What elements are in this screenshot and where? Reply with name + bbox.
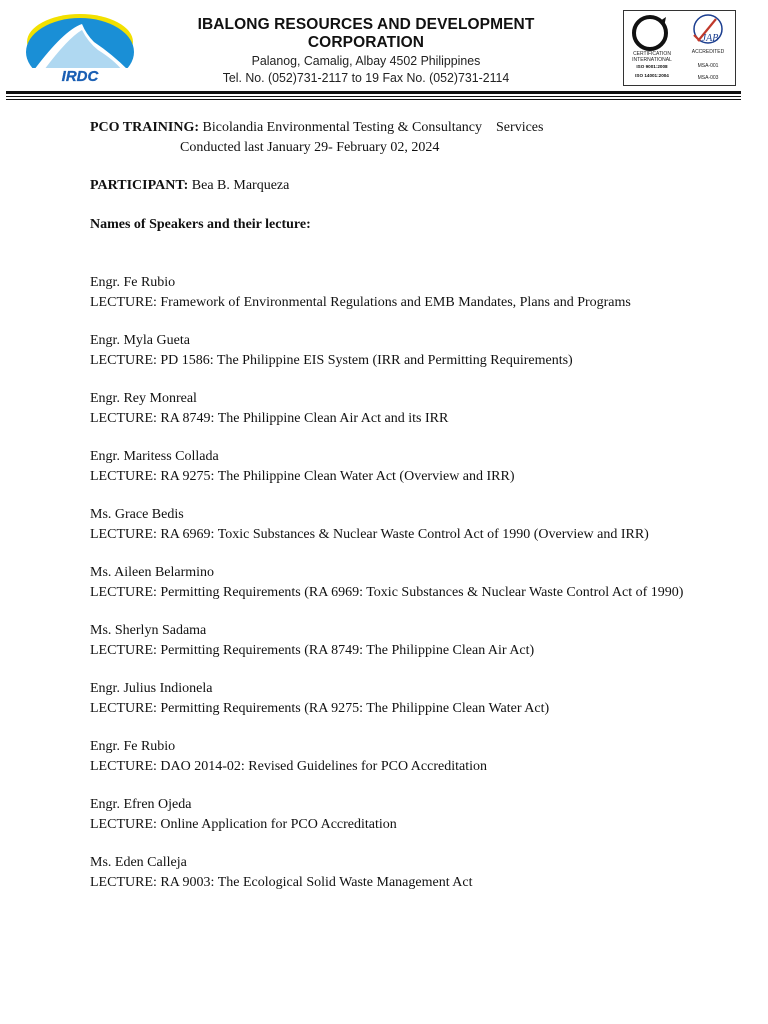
speaker-name: Engr. Myla Gueta (90, 333, 190, 348)
speaker-lecture: LECTURE: Permitting Requirements (RA 8749: The Philippine Clean Air Act) (90, 642, 535, 658)
training-line (90, 118, 690, 138)
speaker-entry (90, 505, 690, 544)
letterhead-header (140, 16, 592, 86)
document-body (90, 118, 690, 911)
organization-name: IBALONG RESOURCES AND DEVELOPMENT CORPORATION (197, 16, 535, 51)
jab-label: JAB (701, 33, 719, 44)
certification-seal-icon (624, 11, 735, 85)
jab-line-2: MSA-001 (697, 63, 719, 69)
speaker-name: Engr. Rey Monreal (90, 391, 197, 406)
training-provider: Bicolandia Environmental Testing & Consultancy Services (202, 120, 544, 135)
training-label: PCO TRAINING: (90, 120, 200, 135)
participant-line (90, 176, 690, 196)
speaker-lecture: LECTURE: Online Application for PCO Accreditation (90, 816, 397, 832)
jab-line-1: ACCREDITED (691, 49, 725, 55)
speaker-entry (90, 447, 690, 486)
speaker-name: Engr. Maritess Collada (90, 449, 219, 464)
speaker-entry (90, 679, 690, 718)
company-logo (24, 12, 136, 84)
speaker-entry (90, 737, 690, 776)
speaker-lecture: LECTURE: RA 9003: The Ecological Solid Waste Management Act (90, 874, 473, 890)
speaker-name: Ms. Aileen Belarmino (90, 565, 215, 580)
speaker-lecture: LECTURE: Permitting Requirements (RA 6969: Toxic Substances & Nuclear Waste Control Act of 1990) (90, 584, 684, 600)
speaker-name: Ms. Sherlyn Sadama (90, 623, 207, 638)
speaker-entry (90, 621, 690, 660)
speaker-entry (90, 331, 690, 370)
header-divider-thick (6, 91, 741, 94)
speaker-name: Engr. Fe Rubio (90, 739, 176, 754)
speaker-lecture: LECTURE: RA 6969: Toxic Substances & Nuclear Waste Control Act of 1990 (Overview and IRR) (90, 526, 649, 542)
speaker-name: Engr. Julius Indionela (90, 681, 213, 696)
header-divider-thin (6, 96, 741, 97)
cert-line-2: INTERNATIONAL (632, 57, 672, 63)
speaker-entry (90, 273, 690, 312)
speaker-lecture: LECTURE: RA 9275: The Philippine Clean Water Act (Overview and IRR) (90, 468, 515, 484)
header-divider-thin-2 (6, 99, 741, 100)
speaker-entry (90, 795, 690, 834)
irdc-logo-icon (24, 12, 136, 84)
speakers-heading: Names of Speakers and their lecture: (90, 216, 311, 232)
organization-contact: Tel. No. (052)731-2117 to 19 Fax No. (052)731-2114 (222, 70, 510, 85)
speaker-name: Engr. Efren Ojeda (90, 797, 192, 812)
speaker-lecture: LECTURE: Framework of Environmental Regulations and EMB Mandates, Plans and Programs (90, 294, 631, 310)
cert-line-1: CERTIFICATION (633, 51, 671, 57)
speaker-name: Engr. Fe Rubio (90, 275, 176, 290)
training-dates: Conducted last January 29- February 02, 2024 (180, 139, 440, 155)
participant-name: Bea B. Marqueza (191, 178, 290, 193)
cert-line-3: ISO 9001:2008 (636, 64, 668, 69)
speaker-lecture: LECTURE: Permitting Requirements (RA 9275: The Philippine Clean Water Act) (90, 700, 550, 716)
cert-line-4: ISO 14001:2004 (635, 73, 669, 78)
speaker-lecture: LECTURE: DAO 2014-02: Revised Guidelines for PCO Accreditation (90, 758, 487, 774)
jab-line-3: MSA-003 (697, 75, 719, 81)
certification-badges (623, 10, 736, 86)
participant-label: PARTICIPANT: (90, 178, 189, 193)
speaker-lecture: LECTURE: PD 1586: The Philippine EIS System (IRR and Permitting Requirements) (90, 352, 573, 368)
speaker-lecture: LECTURE: RA 8749: The Philippine Clean Air Act and its IRR (90, 410, 449, 426)
speaker-name: Ms. Grace Bedis (90, 507, 184, 522)
speaker-entry (90, 389, 690, 428)
speaker-name: Ms. Eden Calleja (90, 855, 187, 870)
speaker-entry (90, 563, 690, 602)
speaker-entry (90, 853, 690, 892)
organization-address: Palanog, Camalig, Albay 4502 Philippines (251, 53, 481, 68)
logo-text: IRDC (61, 68, 99, 84)
